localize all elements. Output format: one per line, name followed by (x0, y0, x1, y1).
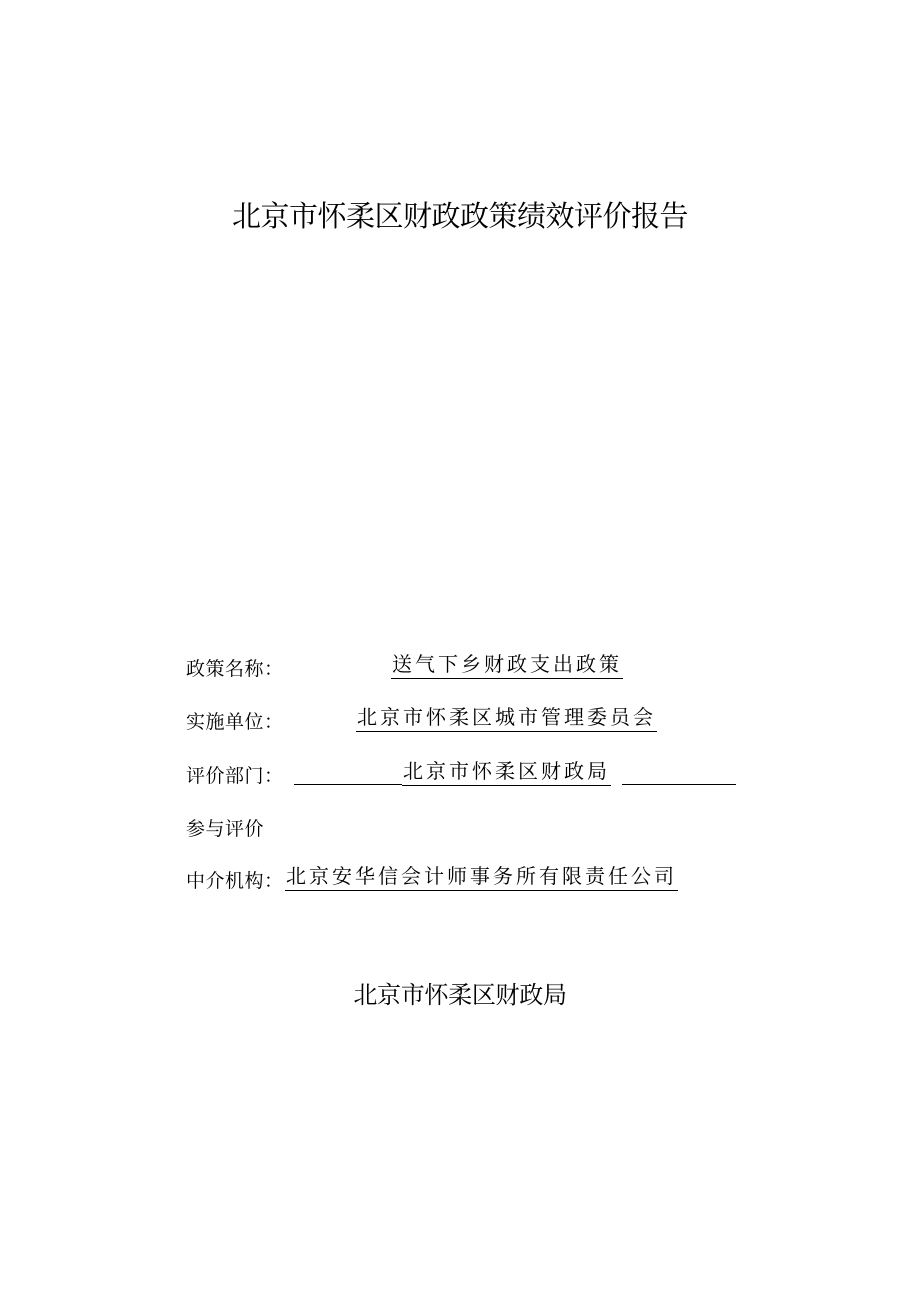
implementing-unit-label: 实施单位： (186, 711, 284, 733)
policy-name-value: 送气下乡财政支出政策 (391, 650, 623, 679)
implementing-unit-row (186, 703, 746, 733)
policy-name-label: 政策名称： (186, 658, 284, 680)
intermediary-agency-value: 北京安华信会计师事务所有限责任公司 (285, 862, 678, 891)
evaluation-department-value: 北京市怀柔区财政局 (402, 757, 611, 786)
footer-organization: 北京市怀柔区财政局 (353, 981, 567, 1009)
document-title: 北京市怀柔区财政政策绩效评价报告 (231, 199, 688, 233)
evaluation-department-row (186, 757, 746, 787)
evaluation-department-label: 评价部门： (186, 765, 284, 787)
intermediary-agency-row (186, 862, 746, 892)
intermediary-agency-label: 中介机构： (186, 870, 284, 892)
participating-label: 参与评价 (186, 818, 265, 840)
policy-name-row (186, 650, 746, 680)
implementing-unit-value: 北京市怀柔区城市管理委员会 (356, 703, 657, 732)
evaluation-department-trailing-line (622, 784, 736, 785)
evaluation-department-leading-line (294, 784, 402, 785)
participating-row (186, 810, 746, 840)
